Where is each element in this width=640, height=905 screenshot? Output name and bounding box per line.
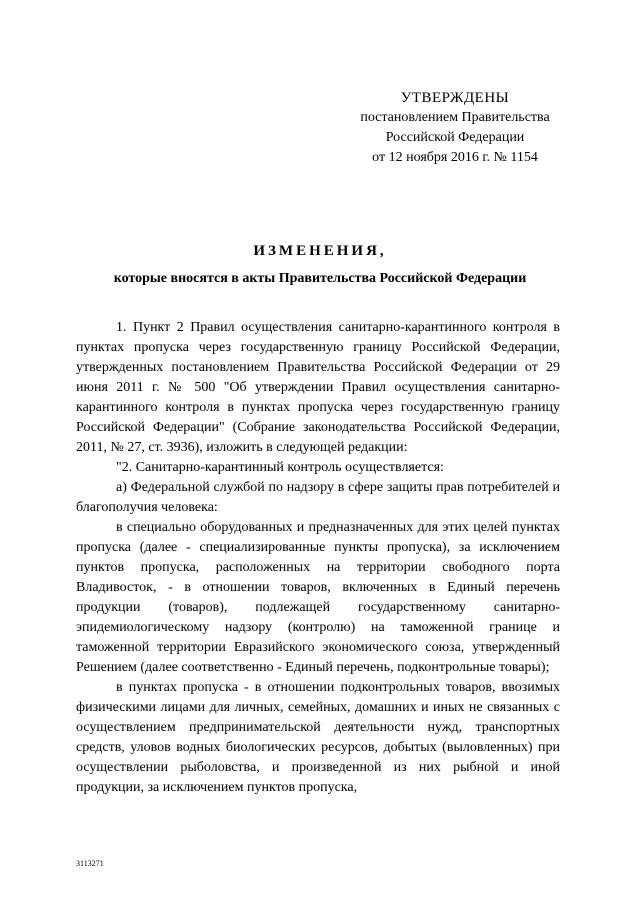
- approval-line-federation: Российской Федерации: [385, 130, 525, 145]
- paragraph-4: в специально оборудованных и предназначенных для этих целей пунктах пропуска (далее - специализированные пункты пропуска), за исключением пунктов пропуска, расположенных на территории свободного порта Владивосток, - в отношении товаров, включенных в Единый перечень продукции (товаров), подлежащей государственному санитарно-эпидемиологическому надзору (контролю) на таможенной границе и таможенной территории Евразийского экономического союза, утвержденный Решением (далее соответственно - Единый перечень, подконтрольные товары);: [76, 520, 560, 675]
- approval-title: УТВЕРЖДЕНЫ: [400, 90, 510, 106]
- document-body: [76, 318, 560, 798]
- footer-code: 3113271: [76, 859, 104, 868]
- approval-block: [330, 88, 580, 168]
- document-heading: [0, 240, 640, 290]
- approval-line-date-number: от 12 ноября 2016 г. № 1154: [372, 150, 538, 165]
- paragraph-5: в пунктах пропуска - в отношении подконтрольных товаров, ввозимых физическими лицами для личных, семейных, домашних и иных не связанных с осуществлением предпринимательской деятельности нужд, транспортных средств, уловов водных биологических ресурсов, добытых (выловленных) при осуществлении рыболовства, и произведенной из них рыбной и иной продукции, за исключением пунктов пропуска,: [76, 680, 560, 795]
- document-subtitle: которые вносятся в акты Правительства Российской Федерации: [113, 271, 527, 286]
- paragraph-1: 1. Пункт 2 Правил осуществления санитарно-карантинного контроля в пунктах пропуска через государственную границу Российской Федерации, утвержденных постановлением Правительства Российской Федерации от 29 июня 2011 г. № 500 "Об утверждении Правил осуществления санитарно-карантинного контроля в пунктах пропуска через государственную границу Российской Федерации" (Собрание законодательства Российской Федерации, 2011, № 27, ст. 3936), изложить в следующей редакции:: [76, 320, 560, 455]
- paragraph-3: а) Федеральной службой по надзору в сфере защиты прав потребителей и благополучия человека:: [76, 480, 560, 515]
- document-title: ИЗМЕНЕНИЯ,: [253, 243, 387, 259]
- paragraph-2: "2. Санитарно-карантинный контроль осуществляется:: [116, 460, 444, 475]
- approval-line-decree: постановлением Правительства: [360, 110, 550, 125]
